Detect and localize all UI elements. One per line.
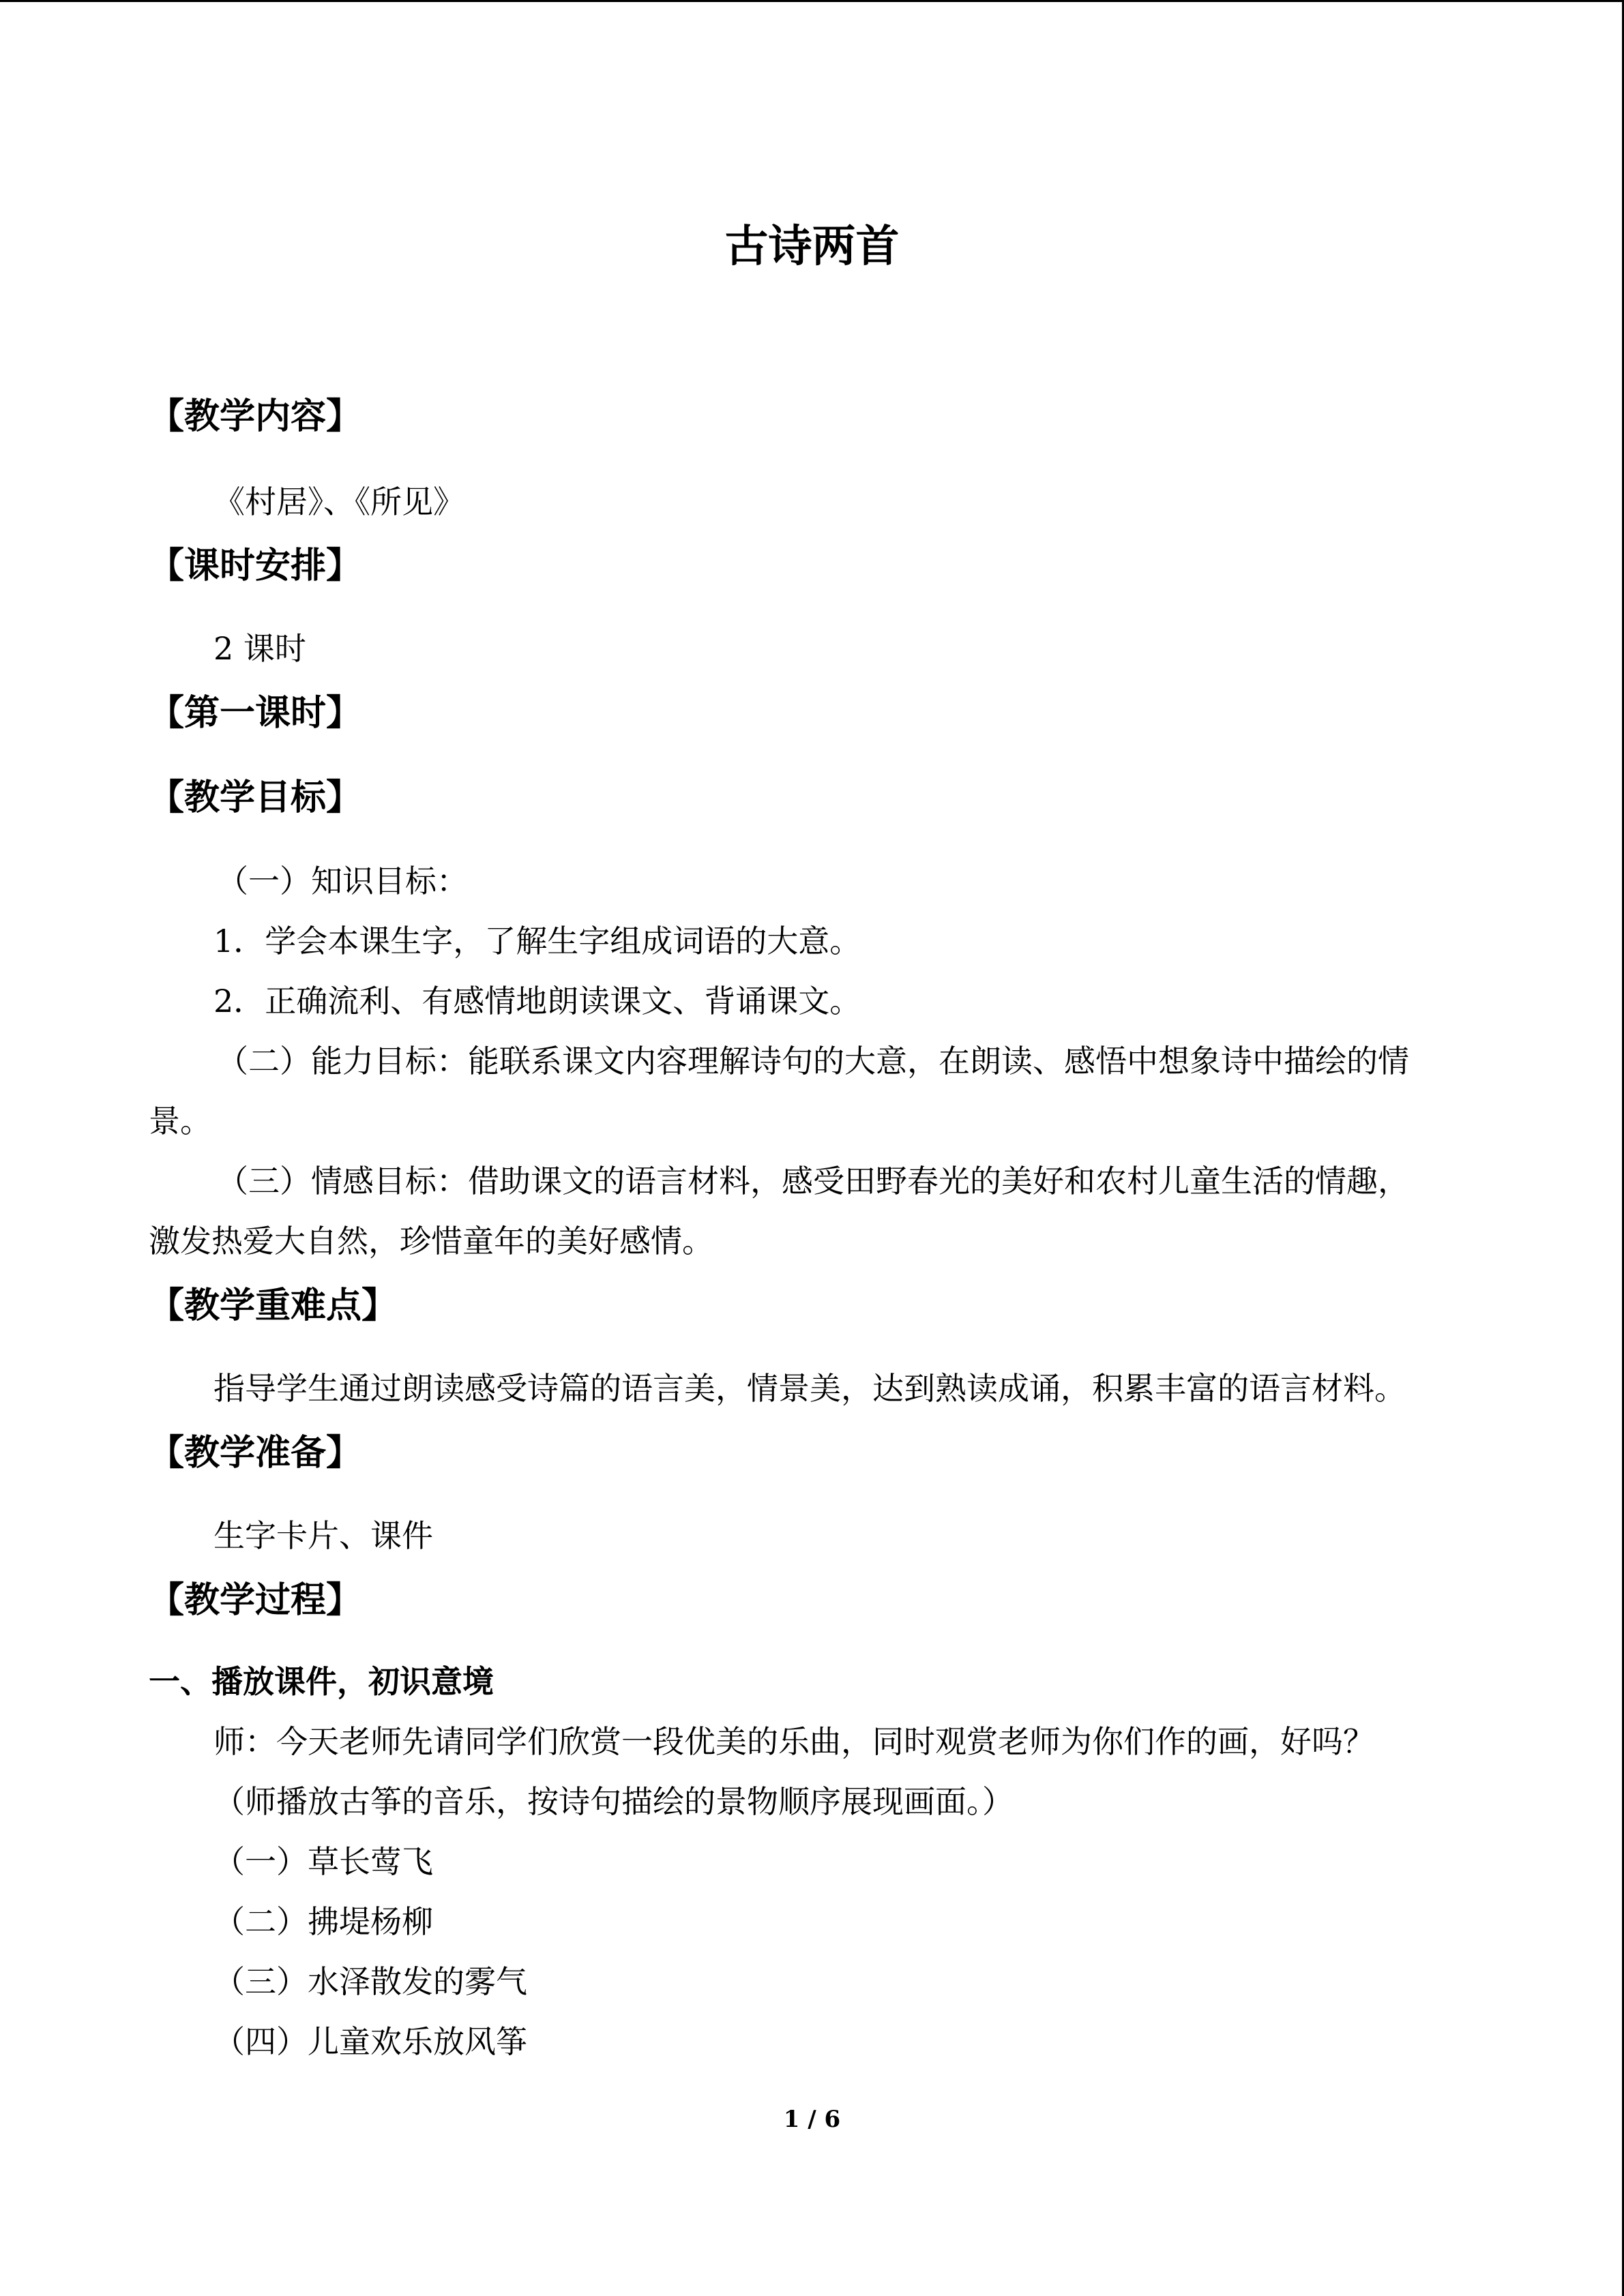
- process-step-1-title: 一、播放课件，初识意境: [149, 1663, 494, 1700]
- heading-teaching-goals: 【教学目标】: [149, 777, 362, 818]
- goal-emotion-line-2: 激发热爱大自然，珍惜童年的美好感情。: [149, 1223, 713, 1259]
- process-scene-2: （二）拂堤杨柳: [213, 1903, 433, 1940]
- goal-knowledge: （一）知识目标：: [217, 863, 468, 899]
- preparation-text: 生字卡片、课件: [213, 1517, 433, 1554]
- teaching-content-text: 《村居》、《所见》: [213, 483, 464, 520]
- heading-first-lesson: 【第一课时】: [149, 692, 362, 734]
- schedule-text: 2 课时: [213, 630, 306, 667]
- goal-ability-line-1: （二）能力目标：能联系课文内容理解诗句的大意，在朗读、感悟中想象诗中描绘的情: [217, 1043, 1409, 1079]
- heading-preparation: 【教学准备】: [149, 1432, 362, 1474]
- process-line-1: 师：今天老师先请同学们欣赏一段优美的乐曲，同时观赏老师为你们作的画，好吗？: [213, 1723, 1374, 1760]
- heading-teaching-content: 【教学内容】: [149, 396, 362, 437]
- heading-key-points: 【教学重难点】: [149, 1285, 398, 1326]
- goal-item-2: 2．正确流利、有感情地朗读课文、背诵课文。: [213, 983, 861, 1019]
- page-border-top: [0, 0, 1624, 2]
- process-scene-4: （四）儿童欢乐放风筝: [213, 2023, 527, 2060]
- process-scene-3: （三）水泽散发的雾气: [213, 1963, 527, 2000]
- key-points-text: 指导学生通过朗读感受诗篇的语言美，情景美，达到熟读成诵，积累丰富的语言材料。: [213, 1370, 1406, 1407]
- process-line-2: （师播放古筝的音乐，按诗句描绘的景物顺序展现画面。）: [213, 1783, 1014, 1820]
- goal-ability-line-2: 景。: [149, 1103, 211, 1139]
- heading-teaching-process: 【教学过程】: [149, 1579, 362, 1621]
- document-title: 古诗两首: [724, 221, 900, 272]
- heading-schedule: 【课时安排】: [149, 545, 362, 586]
- process-scene-1: （一）草长莺飞: [213, 1843, 433, 1880]
- goal-emotion-line-1: （三）情感目标：借助课文的语言材料，感受田野春光的美好和农村儿童生活的情趣，: [217, 1163, 1409, 1199]
- page-number: 1 / 6: [783, 2106, 841, 2133]
- goal-item-1: 1．学会本课生字，了解生字组成词语的大意。: [213, 923, 861, 959]
